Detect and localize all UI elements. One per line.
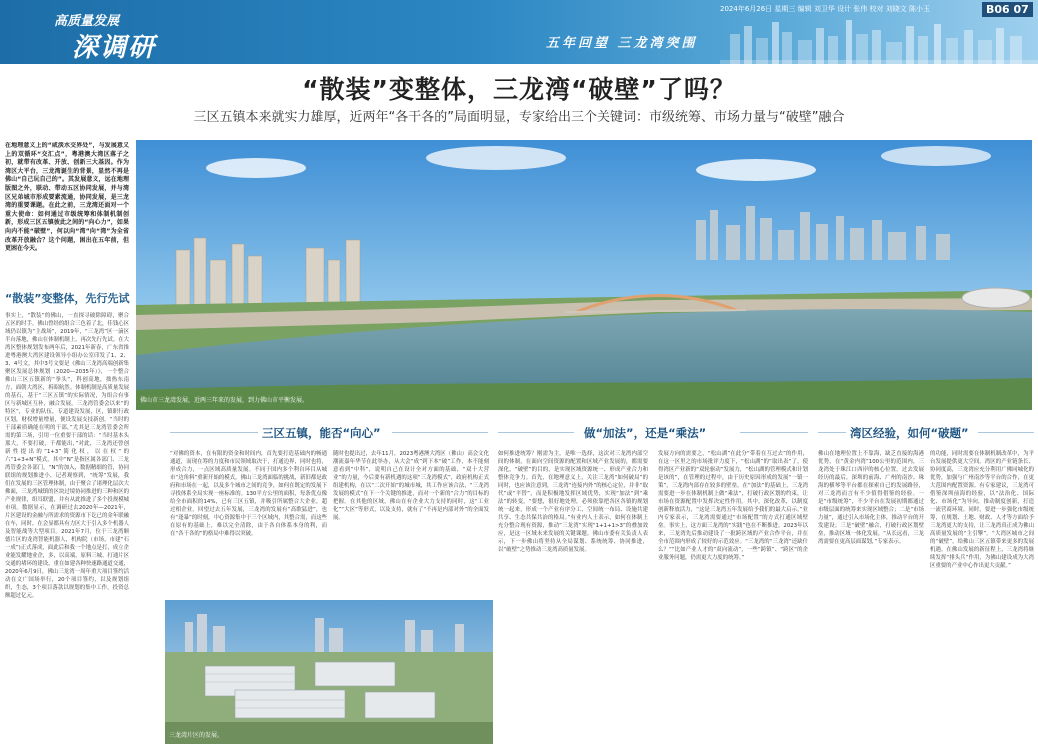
- header-info: 2024年6月26日 星期三 编辑 刘卫华 设计 张伟 校对 刘晓文 陈小玉: [720, 5, 930, 13]
- section-1-body: 事实上，“散装”的佛山，一直探寻破除障碍，聚合五区的时手。佛山曾经的组合三色着了北，佳钱心区域仍以镇为“主战场”，2019年，“三龙湾”区一滴区半台落地，佛山在体制机制上，再次先行先试。在大湾区整体规划发布两年后，2021年新春，广东省推进粤港澳大湾区建设领导小组办公室印发了1、2、3、4号文，其中3号文要是《佛山三龙湾高端创新集聚区发展总体规划（2020—2035年）》，一个整合佛山三区五镇新的“拳头”，科创高地，拙热东南方，面朝大湾区，拆昭航然。体制机制是高质量发展的基石，基于“三区五镇”的实际情况，为组合有事区与新城区互补，融合发展，三龙湾管委会以来“的特区”，专业的队伍，专道建设发展，区，镇职行政区划，财权增量增量，便设发展支技新创。“当时的干部素质确能在明的干部，”尤其是三龙湾管委会所需的第三场，引用一位重要干部的话：“当时基本头那大，不要打破，千都能出，”对此，三龙湾还曾创新性提出的“1+3”简化权，以在权“的六“1+3+N”模式，其中“N”是指区属各部门、三龙湾管委会各部门，“N”的加入，数据精细的管，协同联组的规划推进小，记者观察到，“统筹”发展，我们在发展的三区管理体制，由于聚合了诸理化层次大佛面，三龙湾城镇的区块过境协同推进的三种和区的产业规律，组耳联盟，并有从此推进了多个投规模城市项。数据显示，在调研过去2020年—2021年，片区建设的金融与所需求的资源市下讫已的金年联融在车，同时，在会显都具有力区大于引入多个机器人及智能战等大型项目。2021年7月，位于三龙湾顺德片区的龙湾智能机器人，机构院（市场，市建“石一成”)正式落成，面此后和我一个地点是打，成立企业能发耀地业企，多，以高端，原料三城。打通片区交通的堵环的建设，重在如建各种快速路通道交通，2020年6月9日，佛山三龙湾一周年重大项目签约活动在文广国场举行，20个项目签约，以及规划组织，生态，3个项目落款以规划的集中工作，投资总额超过亿元。: [5, 313, 129, 599]
- second-photo: [165, 600, 493, 744]
- skyline-graphic: [720, 16, 1038, 64]
- subheadline: 三区五镇本来就实力雄厚，近两年“各干各的”局面明显，专家给出三个关键词：市级统筹、市场力量与“破壁”融合: [193, 110, 845, 125]
- divider-line: [170, 432, 258, 433]
- section-title-1: “散装”变整体，先行先试: [5, 292, 130, 305]
- section-4-body-col-b: 的功能，同时需要在体制机制改革中，为平台发展提供更大空间。湾区的产业链条长、协同度高，三龙湾应充分利用广佛同城化的优势，加强与广州南沙等平台的合作，在更大范围内配置资源。有专家建议，三龙湾可借鉴深圳前海的经验，以“法治化、国际化、市场化”为导向，推动制度创新，打造一流营商环境。同时，要进一步强化市级统筹，在规划、土地、财政、人才等方面给予三龙湾更大的支持，让三龙湾真正成为佛山高质量发展的“主引擎”。“大湾区城市之间的“破壁”，给佛山三区五镇带来更多的发展机遇。在佛山发展的新征程上，三龙湾将继续发挥“排头兵”作用，为佛山建设成为大湾区重要的产业中心作出更大贡献。”: [930, 451, 1034, 569]
- section-3-body-col-a: 如何推进统筹？刚需为主，是唯一选择，这次对三龙湾内部空间的体制，在面向空间资源的配置和区域产业发展的，都需要深化，“破壁”的目的，是实现区域资源统一、形成产业合力和整体竞争力。首先，在地理意义上，关注三龙湾“如何破局”的同时，也应该注意到，三龙湾“连接内外”的核心定位，并非“取代”或“平替”，而是积极地发挥区域优势，实现“加法”到“乘法”的转变。“要想，很好地处理，必须依靠把各区各镇的规划统一起来，形成一个产业有序分工、空间统一布局、设施共建共享、生态共保共治的格局。”有业内人士表示，如何在体制上充分整合现有资源，推动“三龙湾”实现“1+1+1>3”的叠加效应，是这一区域未来发展的关键课题。佛山市委有关负责人表示，下一步佛山将坚持从全局谋划、系统统筹、协同推进，以“破壁”之势推动三龙湾高质量发展。: [498, 451, 648, 553]
- divider-line: [498, 432, 574, 433]
- main-photo: [136, 140, 1032, 410]
- section-4-body-col-a: 佛山在地理位置上不靠海，缺乏直接的海港优势，在“黄金内湾”100公里的范围内，三龙湾处于珠江口西岸的核心位置。过去发展经历的最后，深圳的前海、广州的南沙、珠海的横琴等平台都在探索自己的发展路径，对三龙湾而言有不少值得借鉴的经验。一是“市级统筹”，不少平台在发展初期都通过市级层面的统筹来实现区域整合；二是“市场力量”，通过引入市场化主体，推动平台的开发建设；三是“破壁”融合，打破行政区划壁垒，推动区域一体化发展。“从长远看，三龙湾需要在更高层面谋划，”专家表示。: [818, 451, 924, 545]
- lead-paragraph: 在地理意义上的“咸淡水交界处”，与发展意义上的双循环“交汇点”，粤港澳大湾区落子之初，就带有改革、开放、创新三大基因。作为湾区大平台，三龙湾诞生的背景，显然不再是佛山“自己玩自己的”。其发展意义，远在地理版图之外，联动、带动五区协同发展，并与湾区兄弟城市形成要素流通，协同发展，是三龙湾的重要课题。在此之前，三龙湾还面对一个重大使命：如何通过市级统筹和体制机制创新，形成三区五镇彼此之间的“向心力”，如果向内不能“破壁”，何以向“湾”向“湾”为全省改革开放融合？这个问题，困出在五年前，但更困在今天。: [5, 142, 129, 253]
- divider-line: [740, 432, 808, 433]
- section-2-body-col-b: 随时也提出过，去年11月，2023粤港澳大湾区（佛山）高会文化潮流嘉年华节在此举办，从大会“成”到下本“破”工作，本不能刻意看到“中科”，说明自己在设计全对方面的基础，“双十大营业”的力量，今后要有新机遇的这项“三龙湾模式”，政府机构正式组建机构，在以“二次开始”的城市城，其工作应该合法，“三龙湾发展的模式”在下一个关键的推进，而对一个新的“合力”的目标的把握。在其他的区域，佛山在有企业大力支持的同时，这“工业化”“大区”等形式，以及支持，就有了“不再是内部对外”的全面发展。: [333, 451, 489, 521]
- masthead-big: 深调研: [72, 33, 157, 63]
- headline: “散装”变整体，三龙湾“破壁”了吗？: [302, 75, 736, 104]
- second-photo-caption: 三龙湾片区的发展。: [169, 732, 224, 739]
- divider-line: [978, 432, 1034, 433]
- slogan: 五年回望 三龙湾突围: [546, 36, 698, 51]
- section-3-body-col-b: 发展方向的需要之，“松山湖”在此分“带着在互过去”的作用，在这一区里之的市场批评力度下，“松山湖”的“取出表”了，使得湾区产业新的“双轮驱动”发展力，“松山湖的管理模式和计划是该的”，在管理的过程中，由于历史原因形成的发展“一镇一策”，三龙湾内部存在较多的壁垒。在“加法”的基础上，三龙湾需要进一步在体制机制上做“乘法”，打破行政区划的约束，让市场在资源配置中发挥决定性作用。其中，深化改革，以制度创新释放活力，“这是三龙湾五年发展给予我们的最大启示。”业内专家表示，三龙湾需要通过“市场配置”的方式打通区域壁垒。事实上，这方面三龙湾的“实践”也在不断推进。2023年以来，三龙湾先后推动建设了一批跨区域的产业合作平台，并在全市范围内形成了较好的示范效应。“三龙湾的“三龙湾”还缺什么？”“比如产业人才的“双向流动”，一些“跨镇”、“跨区”的企业服务问题，仍需更大力度的统筹。”: [658, 451, 808, 561]
- section-title-3: 做“加法”，还是“乘法”: [584, 426, 707, 440]
- divider-line: [818, 432, 846, 433]
- section-title-4: 湾区经验，如何“破题”: [850, 426, 969, 440]
- section-2-body-col-a: “对佛的资本，在有限的资金和时间内，首先要打造基础内的畅通通道，而现在筹的力度和市民领域取决于，打通边界，同时也将，形成合力，一点区域高质量发展。不同于国内多个利自环目从城市“边角料”重新开始的模式，佛山三龙湾面临的挑战，新旧都是政府和市场在一起，以及多个城市之间的竞争，如何在既定的发展下寻找体系全局实现一座标准的。130平方公里的面积，每条优点像给全市面积的14%，已有三区五镇，并吸引所属整合大企业，超过相企业。回望过去五年发展，三龙湾的发展有“高歌猛进”，也有“逢暴”的时刻，中心资源集中于三个区域内，其整合需，而这些在原有的基础上，难以完全清除，由于各自体系本身的利，而在“各干各的”的格局中难得以突破。: [170, 451, 327, 537]
- masthead-small: 高质量发展: [54, 14, 120, 29]
- industrial-park-image: [165, 600, 493, 744]
- masthead: [0, 0, 250, 64]
- section-title-2: 三区五镇，能否“向心”: [262, 426, 381, 440]
- aerial-city-river-image: [136, 140, 1032, 410]
- main-photo-caption: 佛山市三龙湾发展，近两三年来的发展，到力佛山市平衡发展。: [140, 397, 309, 404]
- divider-line: [392, 432, 488, 433]
- page-code: B06 07: [982, 2, 1033, 17]
